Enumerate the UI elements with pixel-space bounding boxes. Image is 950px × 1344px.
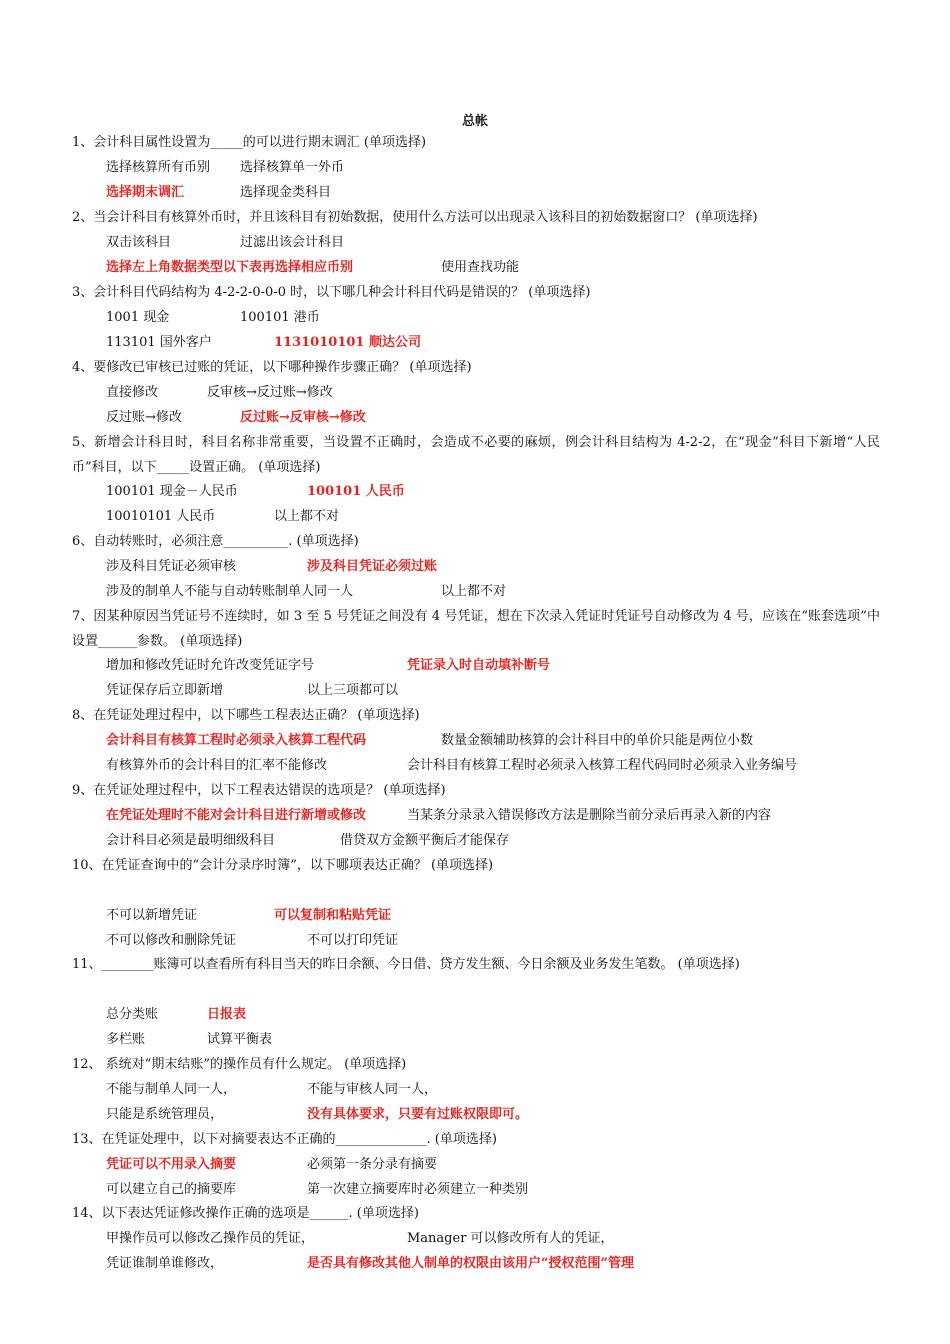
question-8: 8、在凭证处理过程中，以下哪些工程表达正确？ (单项选择) bbox=[72, 708, 420, 723]
q3-option-c: 113101 国外客户 bbox=[106, 335, 212, 350]
q4-option-a: 直接修改 bbox=[106, 385, 159, 400]
question-6: 6、自动转账时，必须注意__________. (单项选择) bbox=[72, 534, 359, 549]
question-14: 14、以下表达凭证修改操作正确的选项是______. (单项选择) bbox=[72, 1206, 419, 1221]
q7-option-b-answer: 凭证录入时自动填补断号 bbox=[407, 658, 551, 673]
q2-option-d: 使用查找功能 bbox=[441, 260, 520, 275]
q4-option-d-answer: 反过账→反审核→修改 bbox=[240, 410, 366, 425]
q9-option-a-answer: 在凭证处理时不能对会计科目进行新增或修改 bbox=[106, 808, 367, 823]
q13-option-a-answer: 凭证可以不用录入摘要 bbox=[106, 1157, 237, 1172]
q1-option-a: 选择核算所有币别 bbox=[106, 160, 211, 175]
q5-option-a: 100101 现金－人民币 bbox=[106, 484, 238, 499]
q6-option-d: 以上都不对 bbox=[441, 584, 507, 599]
q14-option-a: 甲操作员可以修改乙操作员的凭证， bbox=[106, 1231, 315, 1246]
q12-option-d-answer: 没有具体要求，只要有过账权限即可。 bbox=[307, 1107, 529, 1122]
q2-option-b: 过滤出该会计科目 bbox=[240, 235, 345, 250]
q4-option-c: 反过账→修改 bbox=[106, 410, 182, 425]
q5-option-b-answer: 100101 人民币 bbox=[307, 484, 405, 499]
q11-option-b-answer: 日报表 bbox=[207, 1007, 247, 1022]
q4-option-b: 反审核→反过账→修改 bbox=[207, 385, 333, 400]
question-4: 4、要修改已审核已过账的凭证，以下哪种操作步骤正确？ (单项选择) bbox=[72, 360, 472, 375]
q10-option-a: 不可以新增凭证 bbox=[106, 908, 198, 923]
question-2: 2、当会计科目有核算外币时，并且该科目有初始数据，使用什么方法可以出现录入该科目的初始数据窗口？ (单项选择) bbox=[72, 210, 758, 225]
q8-option-c: 有核算外币的会计科目的汇率不能修改 bbox=[106, 758, 328, 773]
q9-option-b: 当某条分录录入错误修改方法是删除当前分录后再录入新的内容 bbox=[407, 808, 772, 823]
q5-option-d: 以上都不对 bbox=[274, 509, 340, 524]
question-3: 3、会计科目代码结构为 4-2-2-0-0-0 时，以下哪几种会计科目代码是错误的？ (单项选择) bbox=[72, 285, 591, 300]
question-13: 13、在凭证处理中，以下对摘要表达不正确的______________. (单项选择) bbox=[72, 1132, 497, 1147]
q7-option-d: 以上三项都可以 bbox=[307, 683, 399, 698]
question-1: 1、会计科目属性设置为_____的可以进行期末调汇 (单项选择) bbox=[72, 135, 427, 150]
q10-option-b-answer: 可以复制和粘贴凭证 bbox=[274, 908, 392, 923]
question-10: 10、在凭证查询中的“会计分录序时簿”，以下哪项表达正确？ (单项选择) bbox=[72, 858, 494, 873]
q1-option-c-answer: 选择期末调汇 bbox=[106, 185, 185, 200]
q1-option-b: 选择核算单一外币 bbox=[240, 160, 345, 175]
q3-option-a: 1001 现金 bbox=[106, 310, 170, 325]
q3-option-d-answer: 1131010101 顺达公司 bbox=[274, 335, 421, 350]
question-9: 9、在凭证处理过程中，以下工程表达错误的选项是？ (单项选择) bbox=[72, 783, 446, 798]
q10-option-c: 不可以修改和删除凭证 bbox=[106, 933, 237, 948]
q9-option-c: 会计科目必须是最明细级科目 bbox=[106, 833, 276, 848]
q8-option-a-answer: 会计科目有核算工程时必须录入核算工程代码 bbox=[106, 733, 367, 748]
q8-option-b: 数量金额辅助核算的会计科目中的单价只能是两位小数 bbox=[441, 733, 754, 748]
q6-option-a: 涉及科目凭证必须审核 bbox=[106, 559, 237, 574]
q12-option-b: 不能与审核人同一人， bbox=[307, 1082, 438, 1097]
q14-option-b: Manager 可以修改所有人的凭证， bbox=[407, 1231, 614, 1246]
q2-option-c-answer: 选择左上角数据类型以下表再选择相应币别 bbox=[106, 260, 354, 275]
q13-option-c: 可以建立自己的摘要库 bbox=[106, 1182, 237, 1197]
q9-option-d: 借贷双方金额平衡后才能保存 bbox=[340, 833, 510, 848]
page-title: 总帐 bbox=[461, 114, 488, 129]
q12-option-a: 不能与制单人同一人， bbox=[106, 1082, 237, 1097]
question-11: 11、________账簿可以查看所有科目当天的昨日余额、今日借、贷方发生额、今日余额及业务发生笔数。 (单项选择) bbox=[72, 957, 740, 972]
q8-option-d: 会计科目有核算工程时必须录入核算工程代码同时必须录入业务编号 bbox=[407, 758, 798, 773]
question-5: 5、新增会计科目时，科目名称非常重要，当设置不正确时，会造成不必要的麻烦，例会计科目结构为 4-2-2，在“现金”科目下新增“人民币”科目，以下_____设置正确。 (单项选择) bbox=[72, 435, 880, 475]
q6-option-c: 涉及的制单人不能与自动转账制单人同一人 bbox=[106, 584, 354, 599]
q13-option-d: 第一次建立摘要库时必须建立一种类别 bbox=[307, 1182, 529, 1197]
question-7: 7、因某种原因当凭证号不连续时，如 3 至 5 号凭证之间没有 4 号凭证，想在下次录入凭证时凭证号自动修改为 4 号，应该在“账套选项”中设置______参数。 (单项选择) bbox=[72, 609, 880, 649]
q11-option-d: 试算平衡表 bbox=[207, 1032, 273, 1047]
q14-option-d-answer: 是否具有修改其他人制单的权限由该用户“授权范围”管理 bbox=[307, 1256, 634, 1271]
q14-option-c: 凭证谁制单谁修改， bbox=[106, 1256, 224, 1271]
q10-option-d: 不可以打印凭证 bbox=[307, 933, 399, 948]
q11-option-c: 多栏账 bbox=[106, 1032, 146, 1047]
q13-option-b: 必须第一条分录有摘要 bbox=[307, 1157, 438, 1172]
q7-option-a: 增加和修改凭证时允许改变凭证字号 bbox=[106, 658, 315, 673]
q5-option-c: 10010101 人民币 bbox=[106, 509, 216, 524]
q2-option-a: 双击该科目 bbox=[106, 235, 172, 250]
q11-option-a: 总分类账 bbox=[106, 1007, 159, 1022]
q6-option-b-answer: 涉及科目凭证必须过账 bbox=[307, 559, 438, 574]
q1-option-d: 选择现金类科目 bbox=[240, 185, 332, 200]
question-12: 12、 系统对“期末结账”的操作员有什么规定。 (单项选择) bbox=[72, 1057, 407, 1072]
q12-option-c: 只能是系统管理员， bbox=[106, 1107, 224, 1122]
q3-option-b: 100101 港币 bbox=[240, 310, 320, 325]
q7-option-c: 凭证保存后立即新增 bbox=[106, 683, 224, 698]
